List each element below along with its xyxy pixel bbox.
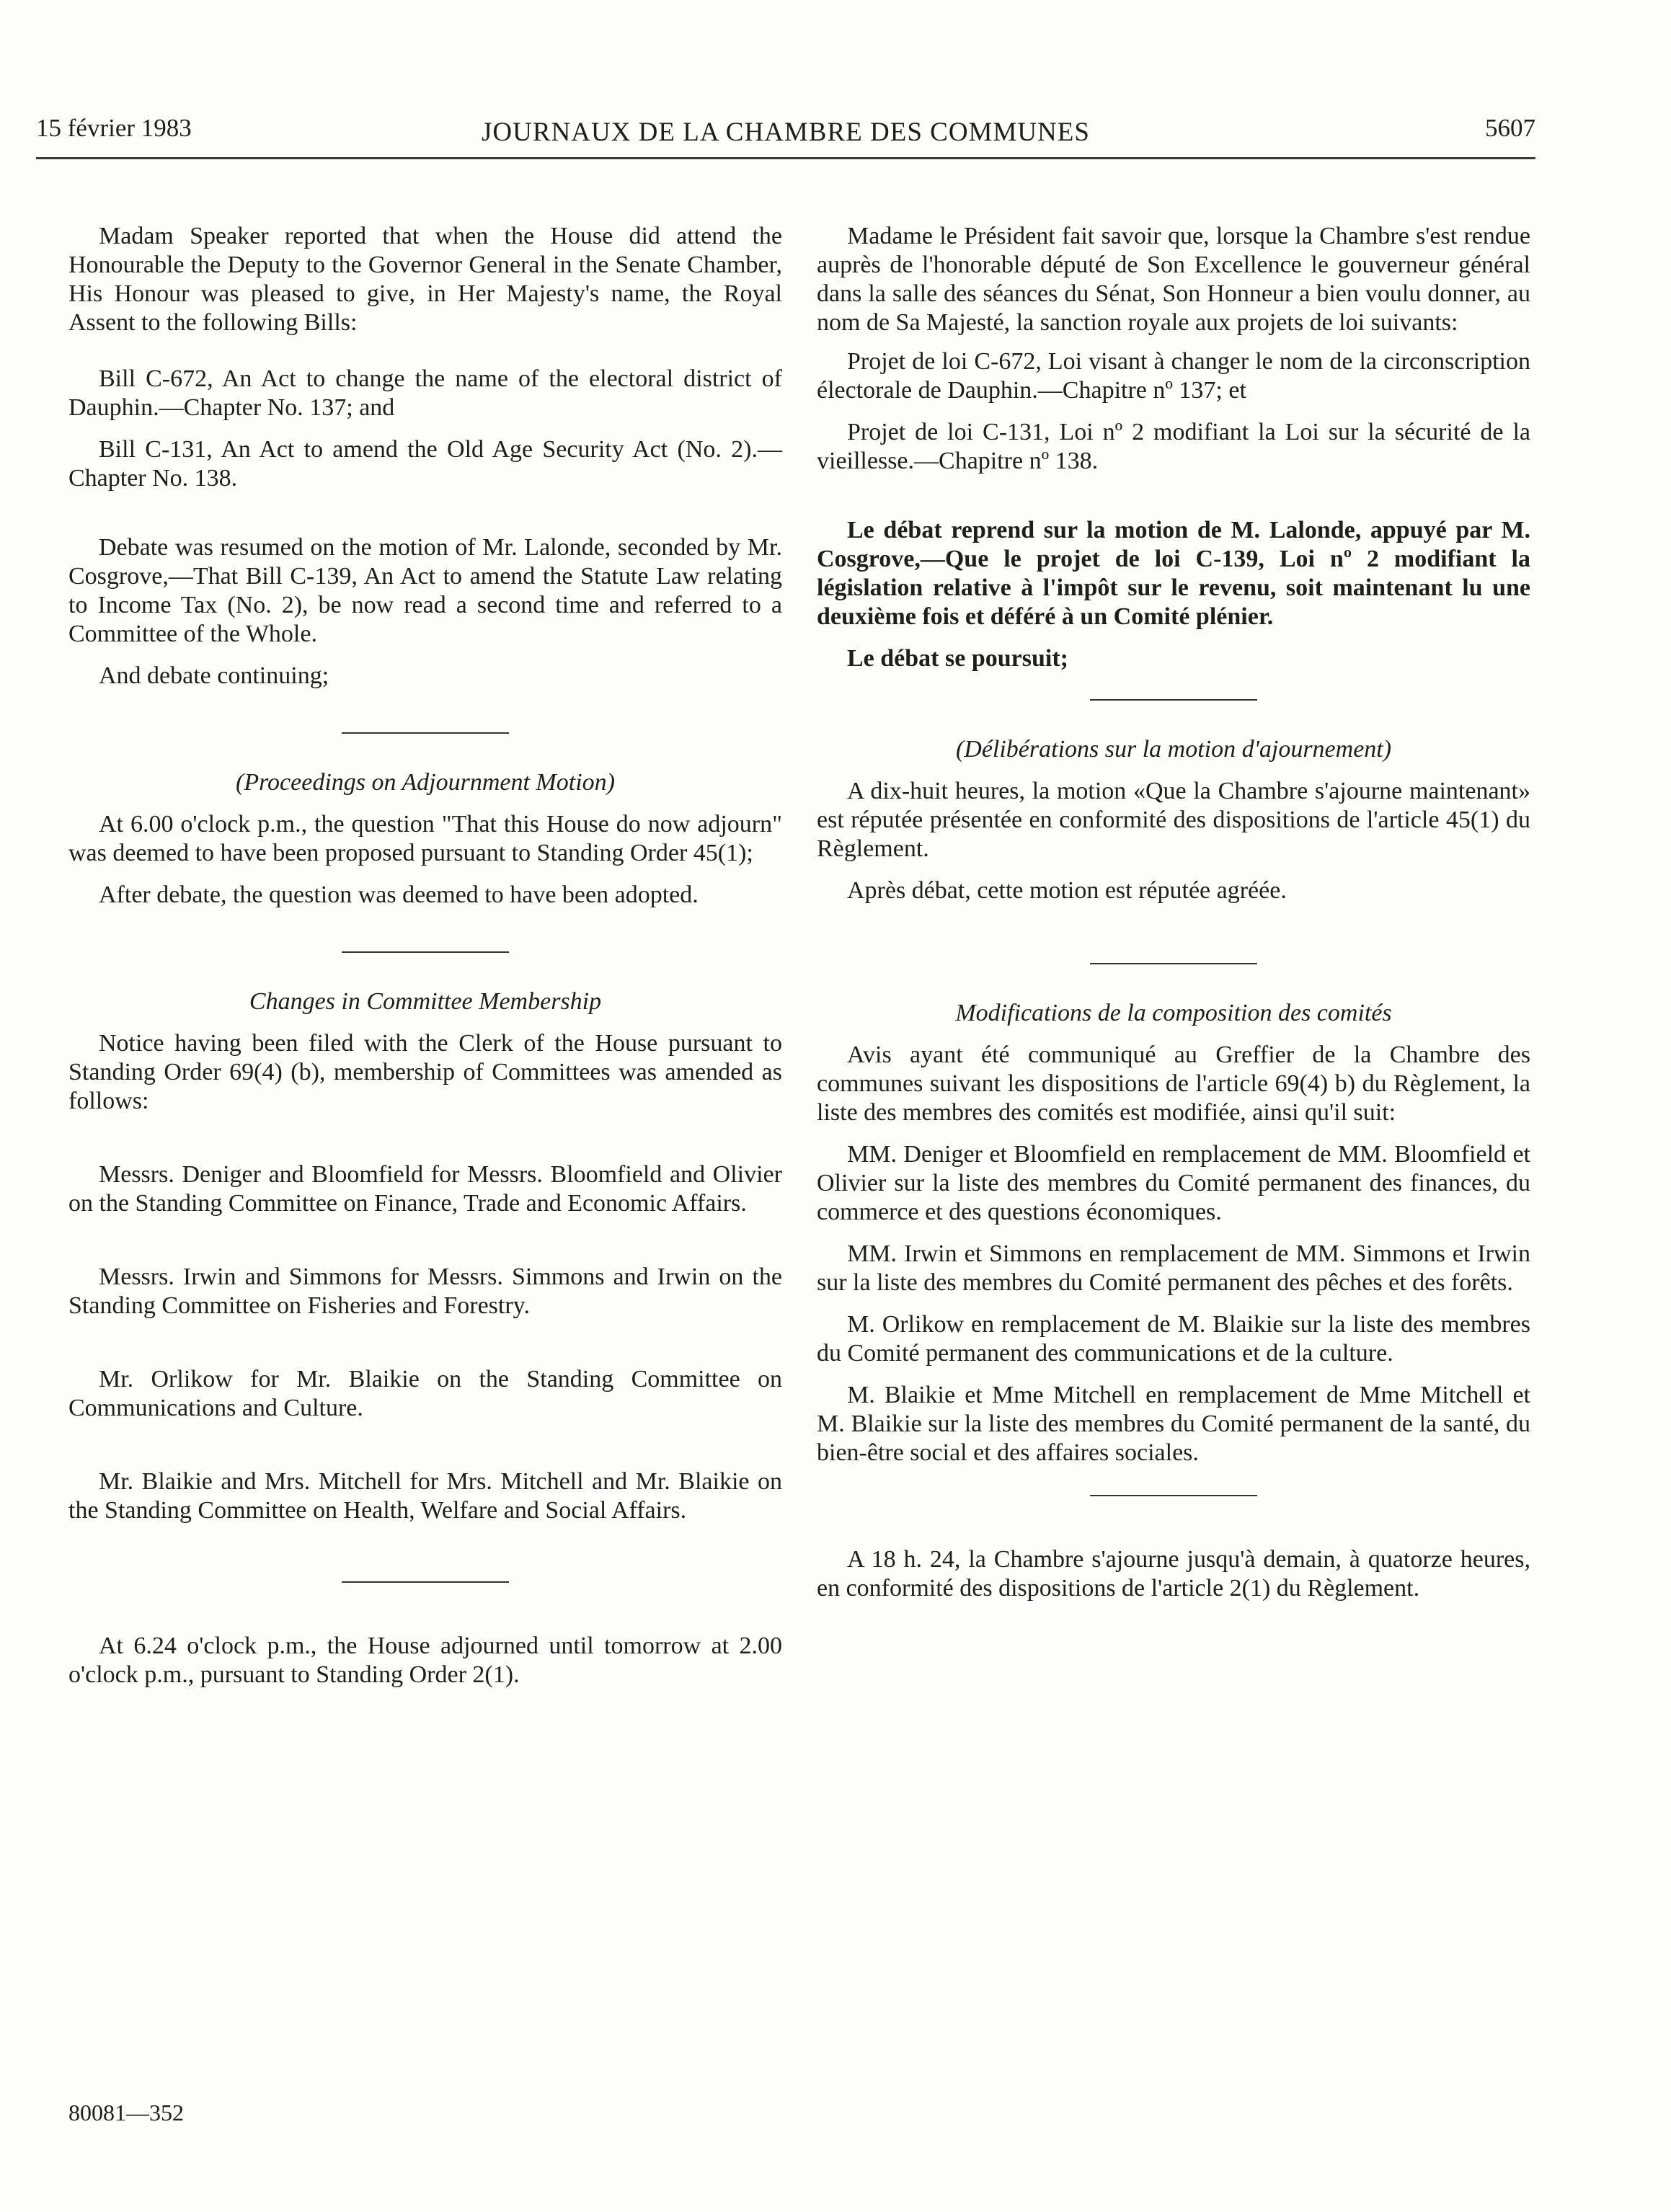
committee-change-1: Messrs. Deniger and Bloomfield for Messrs. Bloomfield and Olivier on the Standing Committee on Finance, Trade and Economic Affairs. <box>68 1161 782 1217</box>
debate-resumed-paragraph: Debate was resumed on the motion of Mr. Lalonde, seconded by Mr. Cosgrove,—That Bill C-139, An Act to amend the Statute Law relating to Income Tax (No. 2), be now read a second time and referred to a Committee of the Whole. <box>68 534 782 647</box>
committee-change-2: Messrs. Irwin and Simmons for Messrs. Simmons and Irwin on the Standing Committee on Fisheries and Forestry. <box>68 1263 782 1319</box>
royal-assent-paragraph-fr: Madame le Président fait savoir que, lorsque la Chambre s'est rendue auprès de l'honorable député de Son Excellence le gouverneur général dans la salle des séances du Sénat, Son Honneur a bien voulu donner, au nom de Sa Majesté, la sanction royale aux projets de loi suivants: <box>817 223 1530 336</box>
bill-c131-paragraph: Bill C-131, An Act to amend the Old Age Security Act (No. 2).—Chapter No. 138. <box>68 436 782 492</box>
after-debate-paragraph: After debate, the question was deemed to have been adopted. <box>99 881 699 908</box>
page-header <box>36 107 1535 159</box>
debate-continuing-paragraph-fr: Le débat se poursuit; <box>847 645 1068 672</box>
royal-assent-paragraph: Madam Speaker reported that when the House did attend the Honourable the Deputy to the Governor General in the Senate Chamber, His Honour was pleased to give, in Her Majesty's name, the Royal Assent to the following Bills: <box>68 223 782 336</box>
debate-continuing-paragraph: And debate continuing; <box>99 662 329 689</box>
adjourned-paragraph-fr: A 18 h. 24, la Chambre s'ajourne jusqu'à demain, à quatorze heures, en conformité des dispositions de l'article 2(1) du Règlement. <box>817 1546 1530 1602</box>
after-debate-paragraph-fr: Après débat, cette motion est réputée agréée. <box>847 877 1287 904</box>
bill-c672-paragraph-fr: Projet de loi C-672, Loi visant à changer le nom de la circonscription électorale de Dauphin.—Chapitre nº 137; et <box>817 348 1530 404</box>
notice-filed-paragraph: Notice having been filed with the Clerk of the House pursuant to Standing Order 69(4) (b), membership of Committees was amended as follows: <box>68 1030 782 1114</box>
committees-heading: Changes in Committee Membership <box>249 988 602 1015</box>
bill-c131-paragraph-fr: Projet de loi C-131, Loi nº 2 modifiant la Loi sur la sécurité de la vieillesse.—Chapitre nº 138. <box>817 419 1530 474</box>
committees-heading-fr: Modifications de la composition des comités <box>955 1000 1392 1026</box>
adjournment-motion-paragraph-fr: A dix-huit heures, la motion «Que la Chambre s'ajourne maintenant» est réputée présentée en conformité des dispositions de l'article 45(1) du Règlement. <box>817 778 1530 862</box>
notice-filed-paragraph-fr: Avis ayant été communiqué au Greffier de la Chambre des communes suivant les dispositions de l'article 69(4) b) du Règlement, la liste des membres des comités est modifiée, ainsi qu'il suit: <box>817 1041 1530 1126</box>
committee-change-3-fr: M. Orlikow en remplacement de M. Blaikie sur la liste des membres du Comité permanent des communications et de la culture. <box>817 1311 1530 1367</box>
header-date: 15 février 1983 <box>36 114 192 142</box>
debate-resumed-paragraph-fr: Le débat reprend sur la motion de M. Lalonde, appuyé par M. Cosgrove,—Que le projet de loi C-139, Loi nº 2 modifiant la législation relative à l'impôt sur le revenu, soit maintenant lu une deuxième fois et déféré à un Comité plénier. <box>817 517 1530 630</box>
french-column <box>817 222 1530 1603</box>
committee-change-2-fr: MM. Irwin et Simmons en remplacement de MM. Simmons et Irwin sur la liste des membres du Comité permanent des pêches et des forêts. <box>817 1240 1530 1296</box>
header-title: JOURNAUX DE LA CHAMBRE DES COMMUNES <box>482 117 1090 147</box>
adjournment-heading: (Proceedings on Adjournment Motion) <box>236 769 615 796</box>
adjournment-heading-fr: (Délibérations sur la motion d'ajournement) <box>955 736 1392 763</box>
committee-change-4: Mr. Blaikie and Mrs. Mitchell for Mrs. Mitchell and Mr. Blaikie on the Standing Committee on Health, Welfare and Social Affairs. <box>68 1468 782 1524</box>
adjourned-paragraph: At 6.24 o'clock p.m., the House adjourned until tomorrow at 2.00 o'clock p.m., pursuant to Standing Order 2(1). <box>68 1633 782 1688</box>
header-page-number: 5607 <box>1485 114 1535 142</box>
english-column <box>68 222 782 1689</box>
print-code: 80081—352 <box>68 2100 184 2126</box>
committee-change-3: Mr. Orlikow for Mr. Blaikie on the Standing Committee on Communications and Culture. <box>68 1366 782 1421</box>
committee-change-4-fr: M. Blaikie et Mme Mitchell en remplacement de Mme Mitchell et M. Blaikie sur la liste des membres du Comité permanent de la santé, du bien-être social et des affaires sociales. <box>817 1382 1530 1466</box>
committee-change-1-fr: MM. Deniger et Bloomfield en remplacement de MM. Bloomfield et Olivier sur la liste des membres du Comité permanent des finances, du commerce et des questions économiques. <box>817 1141 1530 1225</box>
adjournment-motion-paragraph: At 6.00 o'clock p.m., the question "That this House do now adjourn" was deemed to have been proposed pursuant to Standing Order 45(1); <box>68 811 782 866</box>
bill-c672-paragraph: Bill C-672, An Act to change the name of the electoral district of Dauphin.—Chapter No. 137; and <box>68 365 782 421</box>
